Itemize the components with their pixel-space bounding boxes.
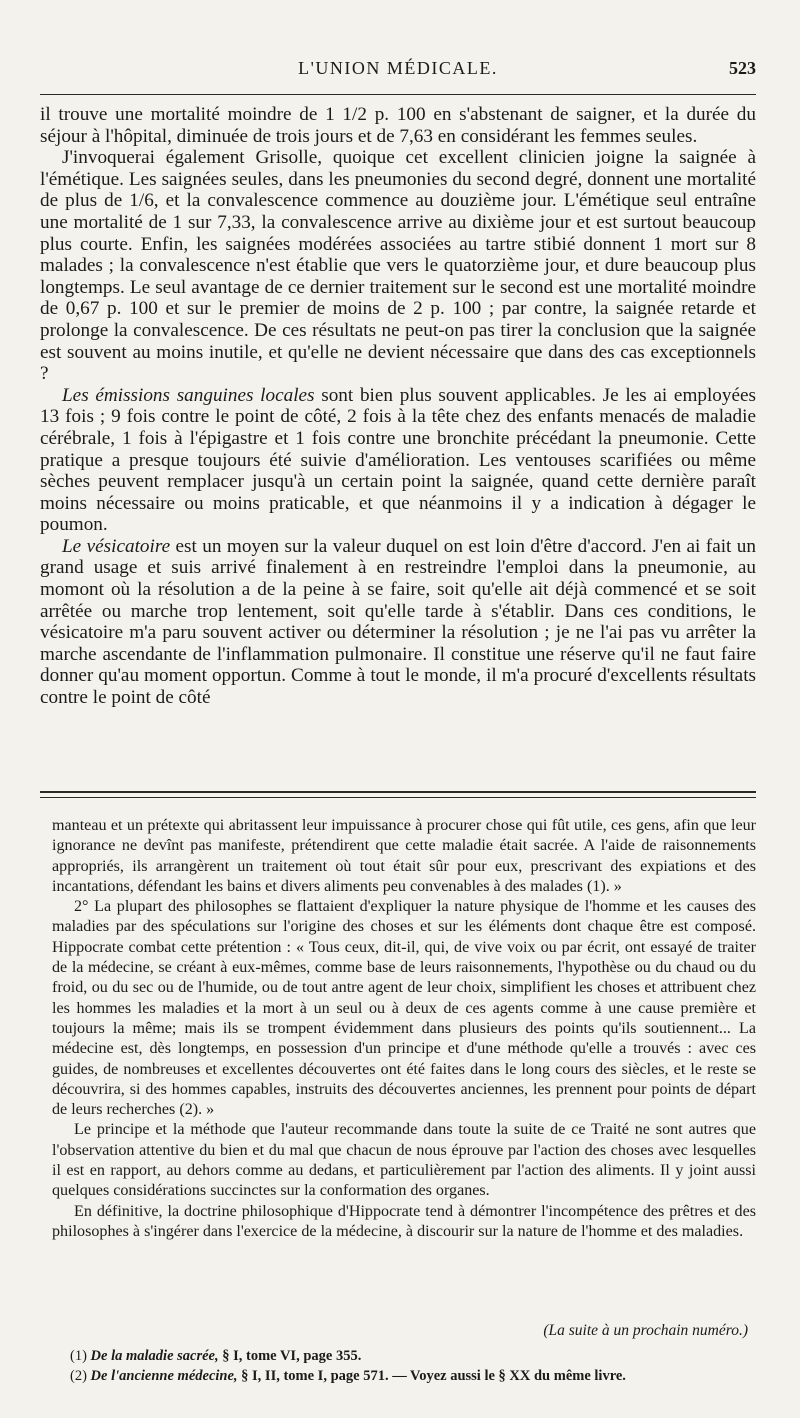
main-paragraph-4-text: est un moyen sur la valeur duquel on est loin d'être d'accord. J'en ai fait un grand usage et suis arrivé finalement à en restreindre l'emploi dans la pneumonie, au momont où la résolution a de la peine à se faire, soit qu'elle ait déjà commencé et se soit arrêtée ou marche trop lentement, soit qu'elle tarde à s'établir. Dans ces conditions, le vésicatoire m'a paru souvent activer ou déterminer la résolution ; je ne l'ai pas vu arrêter la marche ascendante de l'inflammation pulmonaire. Il constitue une réserve qu'il ne faut faire donner qu'au moment opportun. Comme à tout le monde, il m'a procuré d'excellents résultats contre le point de côté xyxy=(40,535,756,709)
feuilleton-separator xyxy=(40,791,756,798)
footnote-1-mark: (1) xyxy=(70,1348,87,1364)
footnote-2-text: § I, II, tome I, page 571. — Voyez aussi le § XX du même livre. xyxy=(237,1368,626,1384)
footnote-2 xyxy=(70,1366,756,1386)
running-head xyxy=(40,58,756,88)
footnote-1-title: De la maladie sacrée, xyxy=(90,1348,219,1364)
page-number: 523 xyxy=(729,58,756,78)
main-paragraph-3 xyxy=(40,385,756,536)
main-article xyxy=(40,104,756,709)
feuilleton-paragraph-3: Le principe et la méthode que l'auteur recommande dans toute la suite de ce Traité ne sont autres que l'observation attentive du bien et du mal que chacun de nous éprouve par l'action des choses avec lesquelles il est en rapport, au dehors comme au dedans, et particulièrement par l'action des aliments. Il y joint aussi quelques considérations succinctes sur la conformation des organes. xyxy=(52,1121,756,1200)
footnote-1-text: § I, tome VI, page 355. xyxy=(218,1348,362,1364)
feuilleton-paragraph-4: En définitive, la doctrine philosophique d'Hippocrate tend à démontrer l'incompétence des prêtres et des philosophes à s'ingérer dans l'exercice de la médecine, à discourir sur la nature de l'homme et des maladies. xyxy=(52,1202,756,1240)
running-title: L'UNION MÉDICALE. xyxy=(298,58,498,78)
feuilleton-paragraph-1: manteau et un prétexte qui abritassent leur impuissance à procurer chose qui fût utile, ces gens, afin que leur ignorance ne devînt pas manifeste, prétendirent que cette maladie était sacrée. A l'aide de raisonnements appropriés, ils arrangèrent un traitement où tout était sûr pour eux, prescrivant des expiations et des incantations, défendant les bains et divers aliments peu convenables à des malades (1). » xyxy=(52,817,756,895)
footnote-1 xyxy=(70,1346,756,1366)
feuilleton-section xyxy=(52,816,756,1242)
footnotes xyxy=(70,1346,756,1386)
footnote-2-title: De l'ancienne médecine, xyxy=(90,1368,238,1384)
emphasis-emissions-sanguines: Les émissions sanguines locales xyxy=(62,384,315,406)
main-paragraph-2: J'invoquerai également Grisolle, quoique cet excellent clinicien joigne la saignée à l'émétique. Les saignées seules, dans les pneumonies du second degré, donnent une mortalité de plus de 1/6, et la convalescence commence au douzième jour. L'émétique seul entraîne une mortalité de 1 sur 7,33, la convalescence arrive au dixième jour et est surtout beaucoup plus courte. Enfin, les saignées modérées associées au tartre stibié donnent 1 mort sur 8 malades ; la convalescence n'est établie que vers le quatorzième jour, et dure beaucoup plus longtemps. Le seul avantage de ce dernier traitement sur le second est une mortalité moindre de 0,67 p. 100 et sur le premier de moins de 2 p. 100 ; par contre, la saignée retarde et prolonge la convalescence. De ces résultats ne peut-on pas tirer la conclusion que la saignée est souvent au moins inutile, et qu'elle ne devient nécessaire que dans des cas exceptionnels ? xyxy=(40,147,756,385)
main-paragraph-1: il trouve une mortalité moindre de 1 1/2 p. 100 en s'abstenant de saigner, et la durée du séjour à l'hôpital, diminuée de trois jours et de 7,63 en considérant les femmes seules. xyxy=(40,104,756,147)
header-rule xyxy=(40,94,756,95)
footnote-2-mark: (2) xyxy=(70,1368,87,1384)
emphasis-vesicatoire: Le vésicatoire xyxy=(62,535,171,557)
continuation-note: (La suite à un prochain numéro.) xyxy=(543,1322,748,1339)
main-paragraph-4 xyxy=(40,536,756,709)
main-paragraph-3-text: sont bien plus souvent applicables. Je les ai employées 13 fois ; 9 fois contre le point de côté, 2 fois à la tête chez des enfants menacés de maladie cérébrale, 1 fois à l'épigastre et 1 fois contre une bronchite précédant la pneumonie. Cette pratique a presque toujours été suivie d'amélioration. Les ventouses scarifiées ou même sèches peuvent remplacer jusqu'à un certain point la saignée, quand cette dernière paraît moins nécessaire ou moins praticable, et que néanmoins il y a indication à dégager le poumon. xyxy=(40,384,756,536)
feuilleton-paragraph-2: 2° La plupart des philosophes se flattaient d'expliquer la nature physique de l'homme et les causes des maladies par des spéculations sur l'origine des choses et sur les éléments dont chaque être est composé. Hippocrate combat cette prétention : « Tous ceux, dit-il, qui, de vive voix ou par écrit, ont essayé de traiter de la médecine, se créant à eux-mêmes, comme base de leurs raisonnements, l'hypothèse ou du chaud ou du froid, ou du sec ou de l'humide, ou de tout antre agent de leur choix, simplifient les choses et attribuent chez les hommes les maladies et la mort à un seul ou à deux de ces agents comme à une cause première et toujours la même; mais ils se trompent évidemment dans plusieurs des points qu'ils soutiennent... La médecine est, dès longtemps, en possession d'un principe et d'une méthode qu'elle a trouvés : avec ces guides, de nombreuses et excellentes découvertes ont été faites dans le long cours des siècles, et le reste se découvrira, si des hommes capables, instruits des découvertes anciennes, les prennent pour points de départ de leurs recherches (2). » xyxy=(52,898,756,1119)
